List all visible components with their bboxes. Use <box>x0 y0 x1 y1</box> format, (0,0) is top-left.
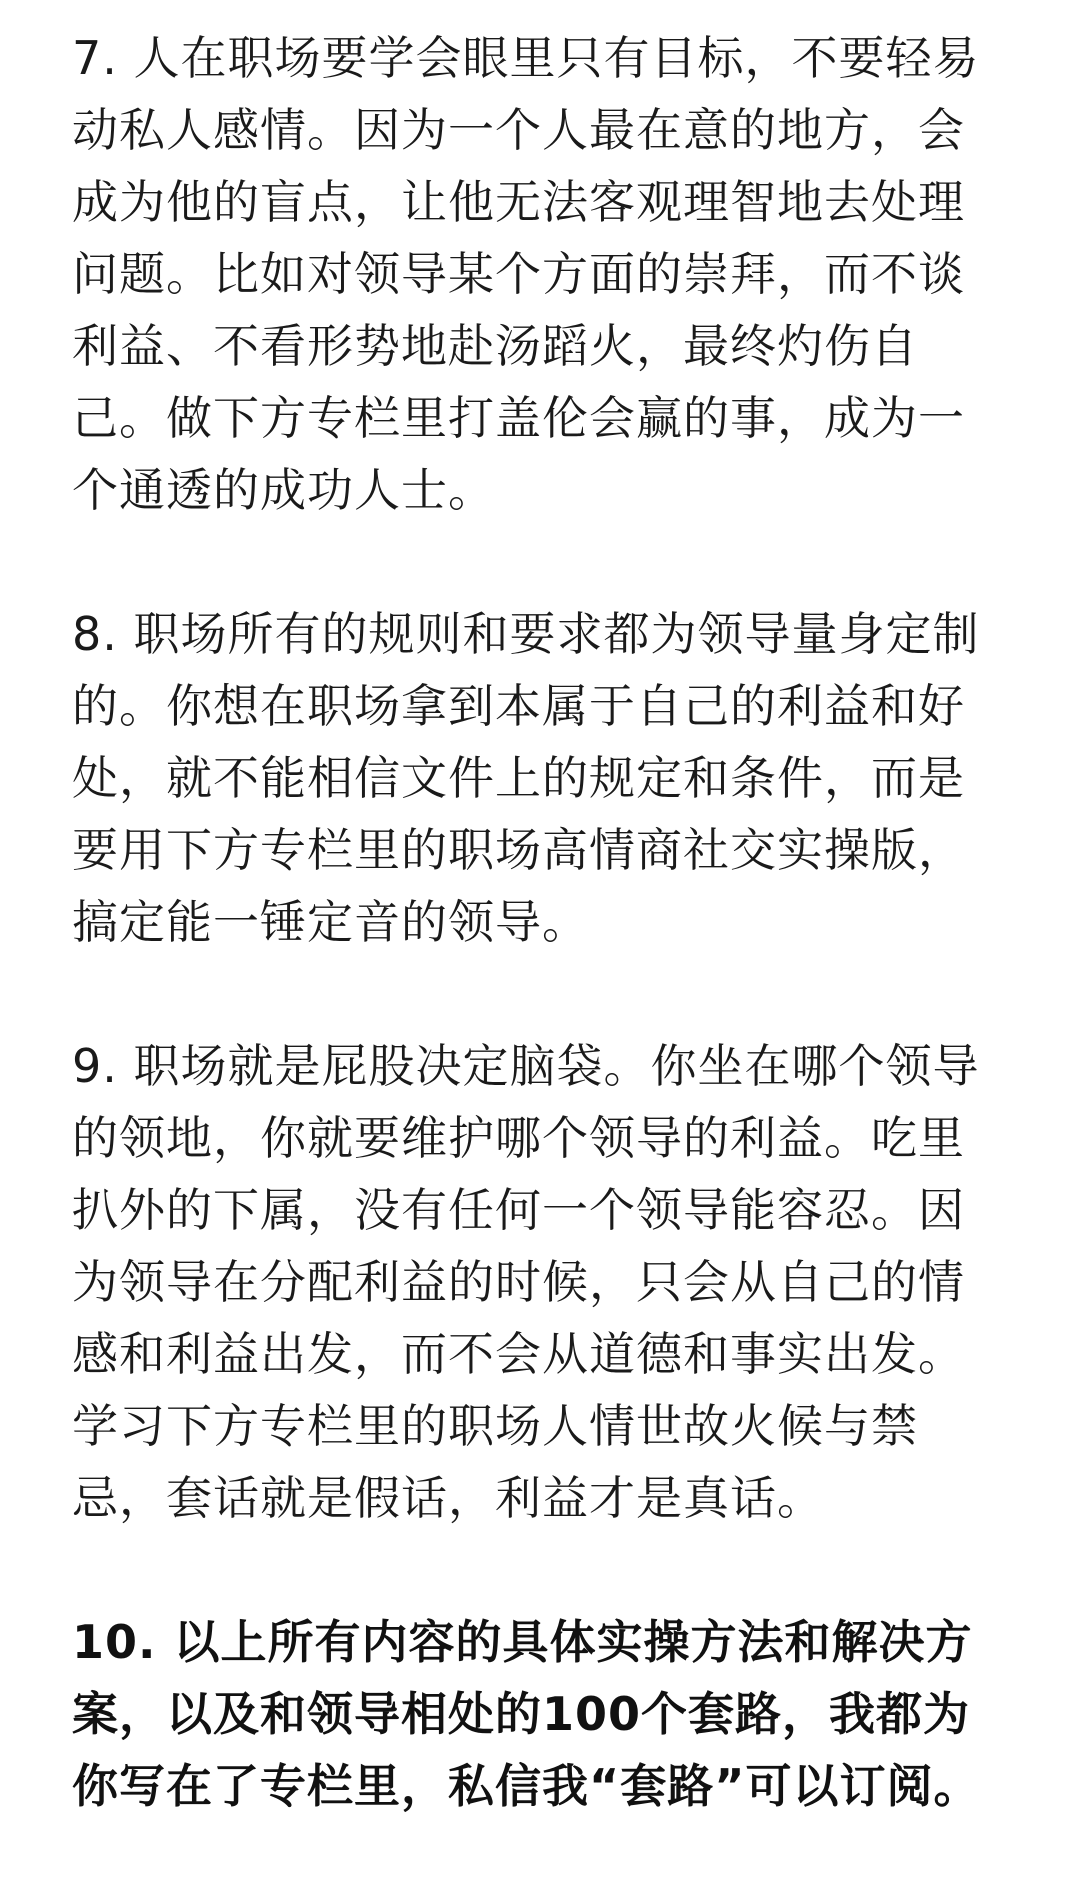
text-line: 你写在了专栏里，私信我“套路”可以订阅。 <box>72 1759 981 1813</box>
text-line: 扒外的下属，没有任何一个领导能容忍。因 <box>72 1183 965 1237</box>
text-line: 个通透的成功人士。 <box>72 463 495 517</box>
text-line: 己。做下方专栏里打盖伦会赢的事，成为一 <box>72 391 965 445</box>
text-line: 成为他的盲点，让他无法客观理智地去处理 <box>72 175 965 229</box>
text-line: 问题。比如对领导某个方面的崇拜，而不谈 <box>72 247 965 301</box>
text-line: 处，就不能相信文件上的规定和条件，而是 <box>72 751 965 805</box>
text-line: 7. 人在职场要学会眼里只有目标，不要轻易 <box>72 31 980 85</box>
text-line: 动私人感情。因为一个人最在意的地方，会 <box>72 103 965 157</box>
text-line: 搞定能一锤定音的领导。 <box>72 895 589 949</box>
text-line: 利益、不看形势地赴汤蹈火，最终灼伤自 <box>72 319 918 373</box>
text-line: 忌，套话就是假话，利益才是真话。 <box>72 1471 824 1525</box>
paragraph-8 <box>72 598 992 958</box>
text-line: 学习下方专栏里的职场人情世故火候与禁 <box>72 1399 918 1453</box>
text-line: 10. 以上所有内容的具体实操方法和解决方 <box>72 1615 973 1669</box>
text-line: 的领地，你就要维护哪个领导的利益。吃里 <box>72 1111 965 1165</box>
paragraph-9 <box>72 1030 992 1534</box>
text-line: 为领导在分配利益的时候，只会从自己的情 <box>72 1255 965 1309</box>
text-line: 感和利益出发，而不会从道德和事实出发。 <box>72 1327 965 1381</box>
text-line: 的。你想在职场拿到本属于自己的利益和好 <box>72 679 965 733</box>
article-body <box>72 22 992 1822</box>
text-line: 8. 职场所有的规则和要求都为领导量身定制 <box>72 607 980 661</box>
paragraph-7 <box>72 22 992 526</box>
paragraph-10 <box>72 1606 992 1822</box>
text-line: 要用下方专栏里的职场高情商社交实操版， <box>72 823 965 877</box>
text-line: 9. 职场就是屁股决定脑袋。你坐在哪个领导 <box>72 1039 980 1093</box>
text-line: 案，以及和领导相处的100个套路，我都为 <box>72 1687 971 1741</box>
